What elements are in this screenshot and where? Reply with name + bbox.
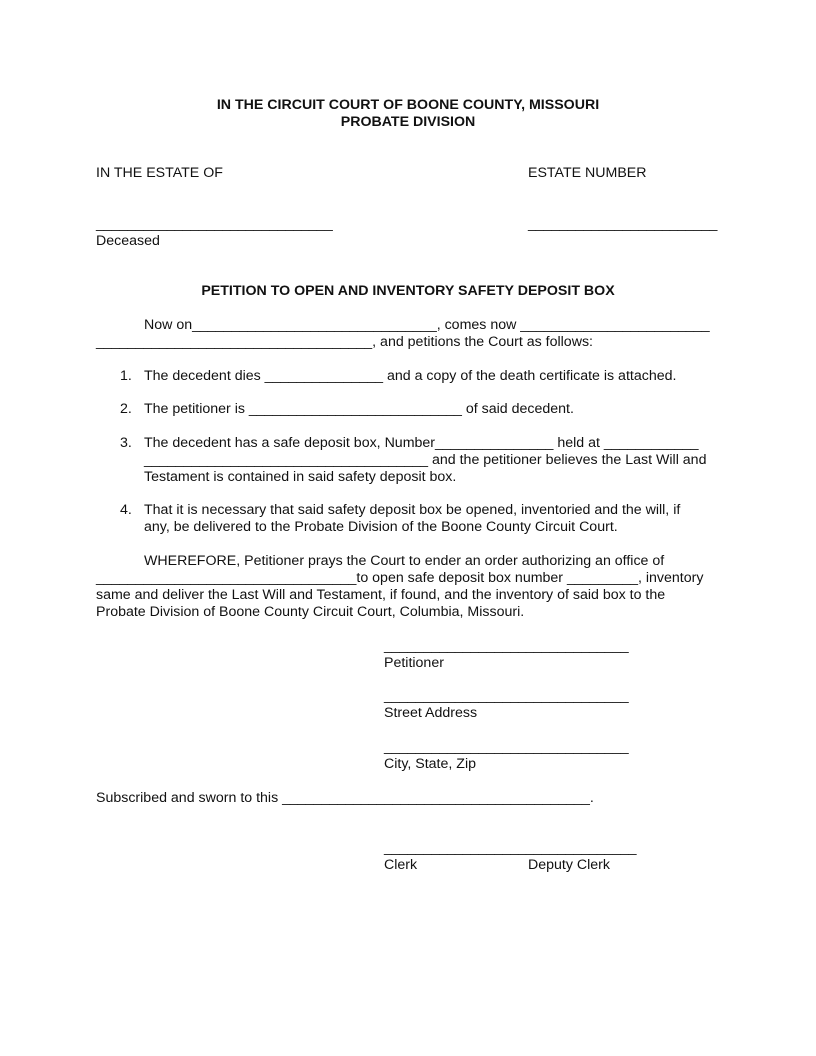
deceased-label: Deceased bbox=[96, 233, 160, 249]
item-4-text-line-1: That it is necessary that said safety deposit box be opened, inventoried and the will, if bbox=[144, 502, 681, 518]
estate-number-label: ESTATE NUMBER bbox=[528, 165, 647, 181]
city-state-zip-label: City, State, Zip bbox=[384, 756, 476, 772]
wherefore-line-4: Probate Division of Boone County Circuit Court, Columbia, Missouri. bbox=[96, 604, 525, 620]
item-3-text-line-3: Testament is contained in said safety deposit box. bbox=[144, 469, 457, 485]
division-title: PROBATE DIVISION bbox=[340, 114, 476, 130]
city-state-zip-blank[interactable]: _______________________________ bbox=[384, 739, 629, 755]
street-address-blank[interactable]: _______________________________ bbox=[384, 688, 629, 704]
petitioner-label: Petitioner bbox=[384, 655, 444, 671]
item-3-text-line-2: ____________________________________ and the petitioner believes the Last Will and bbox=[144, 452, 707, 468]
wherefore-line-1: WHEREFORE, Petitioner prays the Court to ender an order authorizing an office of bbox=[144, 553, 665, 569]
item-1-text: The decedent dies _______________ and a copy of the death certificate is attached. bbox=[144, 368, 677, 384]
subscribed-sworn-line: Subscribed and sworn to this _______________________________________. bbox=[96, 790, 594, 806]
item-number: 4. bbox=[120, 502, 132, 518]
clerk-label: Clerk bbox=[384, 857, 418, 873]
decedent-name-blank[interactable]: ______________________________ bbox=[96, 216, 333, 232]
wherefore-line-2: _________________________________to open safe deposit box number _________, inventory bbox=[96, 570, 704, 586]
item-3-text-line-1: The decedent has a safe deposit box, Number_______________ held at ____________ bbox=[144, 435, 699, 451]
street-address-label: Street Address bbox=[384, 705, 478, 721]
item-number: 2. bbox=[120, 401, 132, 417]
estate-number-blank[interactable]: ________________________ bbox=[528, 216, 718, 232]
intro-line-2: ___________________________________, and petitions the Court as follows: bbox=[96, 334, 593, 350]
item-number: 1. bbox=[120, 368, 132, 384]
deputy-clerk-label: Deputy Clerk bbox=[528, 857, 611, 873]
item-4-text-line-2: any, be delivered to the Probate Division of the Boone County Circuit Court. bbox=[144, 519, 618, 535]
intro-line-1: Now on_______________________________, comes now ________________________ bbox=[144, 317, 710, 333]
wherefore-line-3: same and deliver the Last Will and Testament, if found, and the inventory of said box to the bbox=[96, 587, 666, 603]
estate-of-label: IN THE ESTATE OF bbox=[96, 165, 223, 181]
court-title: IN THE CIRCUIT COURT OF BOONE COUNTY, MISSOURI bbox=[216, 97, 600, 113]
petition-title: PETITION TO OPEN AND INVENTORY SAFETY DEPOSIT BOX bbox=[201, 283, 615, 299]
clerk-signature-blank[interactable]: ________________________________ bbox=[384, 840, 637, 856]
item-number: 3. bbox=[120, 435, 132, 451]
petitioner-signature-blank[interactable]: _______________________________ bbox=[384, 638, 629, 654]
item-2-text: The petitioner is ___________________________ of said decedent. bbox=[144, 401, 574, 417]
